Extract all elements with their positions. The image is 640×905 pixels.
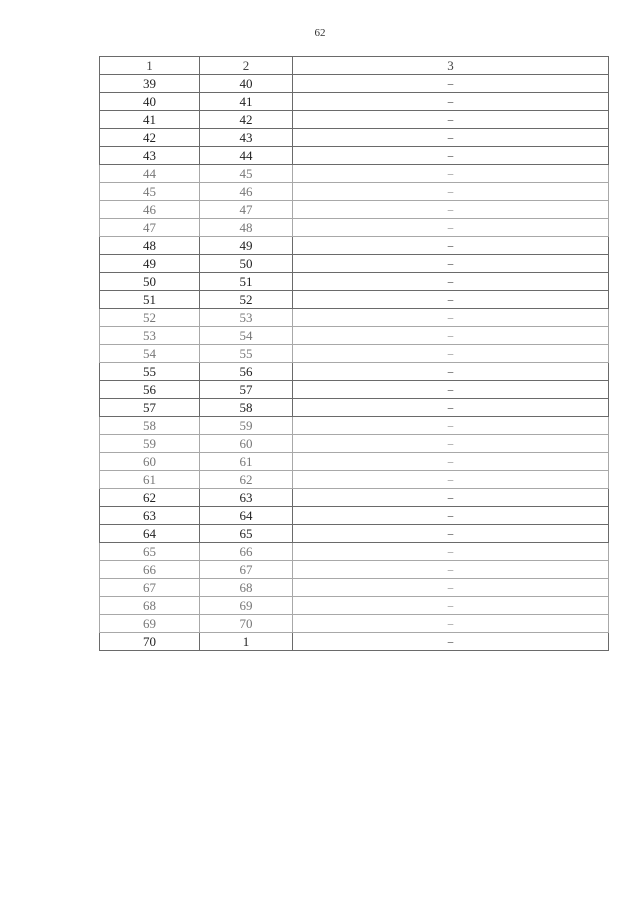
table-cell-col-3: – bbox=[293, 363, 609, 381]
table-cell-col-1: 53 bbox=[100, 327, 200, 345]
data-table bbox=[99, 56, 609, 651]
table-cell-col-3: – bbox=[293, 75, 609, 93]
table-cell-col-2: 60 bbox=[200, 435, 293, 453]
table-cell-col-1: 66 bbox=[100, 561, 200, 579]
table-cell-col-3: – bbox=[293, 399, 609, 417]
table-cell-col-2: 50 bbox=[200, 255, 293, 273]
table-row bbox=[100, 489, 609, 507]
table-cell-col-2: 68 bbox=[200, 579, 293, 597]
table-row bbox=[100, 309, 609, 327]
table-cell-col-3: – bbox=[293, 381, 609, 399]
table-cell-col-1: 54 bbox=[100, 345, 200, 363]
table-cell-col-1: 59 bbox=[100, 435, 200, 453]
table-cell-col-1: 43 bbox=[100, 147, 200, 165]
table-cell-col-2: 67 bbox=[200, 561, 293, 579]
table-row bbox=[100, 399, 609, 417]
table-cell-col-2: 55 bbox=[200, 345, 293, 363]
table-cell-col-2: 64 bbox=[200, 507, 293, 525]
table-cell-col-3: – bbox=[293, 417, 609, 435]
table-row bbox=[100, 435, 609, 453]
table-cell-col-2: 52 bbox=[200, 291, 293, 309]
table-cell-col-2: 41 bbox=[200, 93, 293, 111]
table-cell-col-3: – bbox=[293, 201, 609, 219]
table-cell-col-3: – bbox=[293, 255, 609, 273]
table-cell-col-3: – bbox=[293, 273, 609, 291]
table-cell-col-1: 42 bbox=[100, 129, 200, 147]
table-cell-col-3: – bbox=[293, 93, 609, 111]
table-cell-col-3: – bbox=[293, 183, 609, 201]
table-cell-col-3: – bbox=[293, 147, 609, 165]
table-cell-col-3: – bbox=[293, 435, 609, 453]
table-row bbox=[100, 543, 609, 561]
table-cell-col-2: 42 bbox=[200, 111, 293, 129]
table-row bbox=[100, 453, 609, 471]
table-cell-col-1: 56 bbox=[100, 381, 200, 399]
table-cell-col-1: 67 bbox=[100, 579, 200, 597]
table-cell-col-1: 63 bbox=[100, 507, 200, 525]
table-row bbox=[100, 363, 609, 381]
table-row bbox=[100, 579, 609, 597]
table-row bbox=[100, 291, 609, 309]
table-cell-col-3: – bbox=[293, 237, 609, 255]
table-cell-col-1: 45 bbox=[100, 183, 200, 201]
table-cell-col-2: 40 bbox=[200, 75, 293, 93]
table-cell-col-1: 57 bbox=[100, 399, 200, 417]
table-cell-col-3: – bbox=[293, 219, 609, 237]
table-row bbox=[100, 129, 609, 147]
table-cell-col-1: 47 bbox=[100, 219, 200, 237]
table-cell-col-3: – bbox=[293, 597, 609, 615]
table-body bbox=[100, 75, 609, 651]
table-cell-col-1: 65 bbox=[100, 543, 200, 561]
table-row bbox=[100, 381, 609, 399]
table-cell-col-1: 62 bbox=[100, 489, 200, 507]
column-header-1: 1 bbox=[100, 57, 200, 75]
table-cell-col-3: – bbox=[293, 291, 609, 309]
table-cell-col-3: – bbox=[293, 543, 609, 561]
table-cell-col-3: – bbox=[293, 453, 609, 471]
table-cell-col-2: 49 bbox=[200, 237, 293, 255]
table-cell-col-1: 68 bbox=[100, 597, 200, 615]
table-cell-col-3: – bbox=[293, 489, 609, 507]
table-cell-col-1: 40 bbox=[100, 93, 200, 111]
table-row bbox=[100, 597, 609, 615]
table-cell-col-2: 1 bbox=[200, 633, 293, 651]
table-cell-col-3: – bbox=[293, 165, 609, 183]
table-cell-col-3: – bbox=[293, 579, 609, 597]
table-cell-col-2: 45 bbox=[200, 165, 293, 183]
table-cell-col-1: 51 bbox=[100, 291, 200, 309]
table-cell-col-2: 63 bbox=[200, 489, 293, 507]
table-cell-col-2: 48 bbox=[200, 219, 293, 237]
table-cell-col-2: 56 bbox=[200, 363, 293, 381]
table-cell-col-1: 39 bbox=[100, 75, 200, 93]
table-cell-col-3: – bbox=[293, 507, 609, 525]
table-row bbox=[100, 615, 609, 633]
table-row bbox=[100, 507, 609, 525]
table-row bbox=[100, 183, 609, 201]
table-cell-col-1: 58 bbox=[100, 417, 200, 435]
table-cell-col-3: – bbox=[293, 615, 609, 633]
table-cell-col-3: – bbox=[293, 345, 609, 363]
table-row bbox=[100, 471, 609, 489]
table-row bbox=[100, 237, 609, 255]
table-cell-col-2: 58 bbox=[200, 399, 293, 417]
table-row bbox=[100, 165, 609, 183]
table-cell-col-1: 55 bbox=[100, 363, 200, 381]
table-header-row bbox=[100, 57, 609, 75]
table-cell-col-3: – bbox=[293, 111, 609, 129]
table-cell-col-2: 57 bbox=[200, 381, 293, 399]
column-header-3: 3 bbox=[293, 57, 609, 75]
table-cell-col-3: – bbox=[293, 129, 609, 147]
table-row bbox=[100, 345, 609, 363]
table-cell-col-1: 50 bbox=[100, 273, 200, 291]
table-row bbox=[100, 561, 609, 579]
table-cell-col-1: 49 bbox=[100, 255, 200, 273]
table-cell-col-1: 48 bbox=[100, 237, 200, 255]
page-number: 62 bbox=[314, 27, 326, 39]
table-row bbox=[100, 93, 609, 111]
table-cell-col-2: 69 bbox=[200, 597, 293, 615]
table-cell-col-2: 43 bbox=[200, 129, 293, 147]
table-cell-col-2: 62 bbox=[200, 471, 293, 489]
table-cell-col-2: 66 bbox=[200, 543, 293, 561]
table-row bbox=[100, 219, 609, 237]
table-row bbox=[100, 417, 609, 435]
table-cell-col-2: 61 bbox=[200, 453, 293, 471]
table-cell-col-1: 46 bbox=[100, 201, 200, 219]
table-cell-col-2: 51 bbox=[200, 273, 293, 291]
table-row bbox=[100, 633, 609, 651]
table-cell-col-1: 64 bbox=[100, 525, 200, 543]
table-cell-col-3: – bbox=[293, 327, 609, 345]
table-cell-col-1: 60 bbox=[100, 453, 200, 471]
table-cell-col-3: – bbox=[293, 561, 609, 579]
table-cell-col-2: 46 bbox=[200, 183, 293, 201]
table-row bbox=[100, 525, 609, 543]
table-cell-col-1: 52 bbox=[100, 309, 200, 327]
table-cell-col-2: 47 bbox=[200, 201, 293, 219]
table-cell-col-2: 70 bbox=[200, 615, 293, 633]
table-row bbox=[100, 327, 609, 345]
table-cell-col-3: – bbox=[293, 471, 609, 489]
table-row bbox=[100, 147, 609, 165]
table-cell-col-3: – bbox=[293, 633, 609, 651]
table-row bbox=[100, 273, 609, 291]
table-cell-col-3: – bbox=[293, 525, 609, 543]
table-cell-col-2: 53 bbox=[200, 309, 293, 327]
table-cell-col-2: 65 bbox=[200, 525, 293, 543]
table-cell-col-1: 69 bbox=[100, 615, 200, 633]
table-cell-col-1: 44 bbox=[100, 165, 200, 183]
table-cell-col-2: 44 bbox=[200, 147, 293, 165]
table-row bbox=[100, 201, 609, 219]
table-row bbox=[100, 75, 609, 93]
column-header-2: 2 bbox=[200, 57, 293, 75]
table-row bbox=[100, 111, 609, 129]
table-cell-col-1: 70 bbox=[100, 633, 200, 651]
table-cell-col-1: 41 bbox=[100, 111, 200, 129]
table-row bbox=[100, 255, 609, 273]
table-cell-col-2: 59 bbox=[200, 417, 293, 435]
table-cell-col-3: – bbox=[293, 309, 609, 327]
table-cell-col-2: 54 bbox=[200, 327, 293, 345]
table-cell-col-1: 61 bbox=[100, 471, 200, 489]
